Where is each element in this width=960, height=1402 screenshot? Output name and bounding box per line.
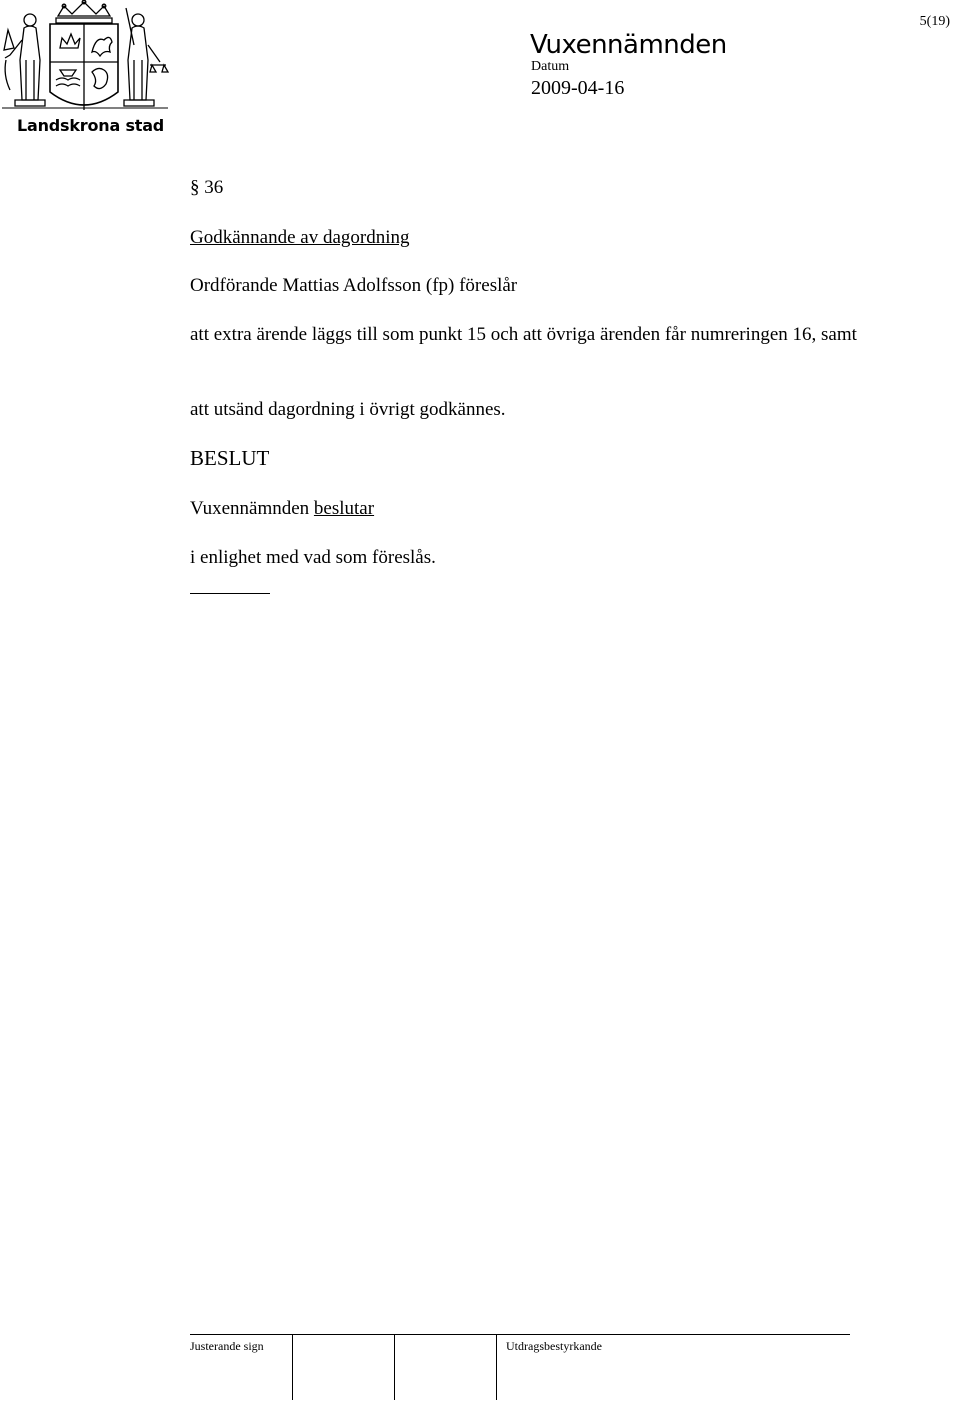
logo-text: Landskrona stad <box>17 116 165 135</box>
signature-box-divider <box>394 1334 395 1400</box>
date-value: 2009-04-16 <box>531 77 625 99</box>
decision-text: i enlighet med vad som föreslås. <box>190 547 436 568</box>
decision-body: Vuxennämnden <box>190 498 310 519</box>
proposal-item-2: att utsänd dagordning i övrigt godkännes. <box>190 399 506 420</box>
justerande-sign-label: Justerande sign <box>190 1339 264 1353</box>
right-supporter-figure <box>124 8 168 106</box>
date-label: Datum <box>531 59 570 74</box>
section-title: Godkännande av dagordning <box>190 227 410 248</box>
signature-box-divider <box>496 1334 497 1400</box>
left-supporter-figure <box>4 14 45 106</box>
page-number: 5(19) <box>919 14 950 29</box>
signature-box-divider <box>292 1334 293 1400</box>
proposal-item-1: att extra ärende läggs till som punkt 15 och att övriga ärenden får numreringen 16, samt <box>190 324 857 345</box>
crown <box>56 0 112 23</box>
utdragsbestyrkande-label: Utdragsbestyrkande <box>506 1339 602 1353</box>
signature-box-top-border <box>190 1334 850 1335</box>
section-number: § 36 <box>190 177 224 198</box>
organization-name: Vuxennämnden <box>530 30 727 60</box>
shield <box>50 24 118 110</box>
decision-heading: BESLUT <box>190 446 270 470</box>
decision-verb: beslutar <box>313 498 375 519</box>
proposer-line: Ordförande Mattias Adolfsson (fp) föreslår <box>190 275 518 296</box>
section-end-rule <box>190 593 270 594</box>
decision-statement <box>190 497 374 521</box>
